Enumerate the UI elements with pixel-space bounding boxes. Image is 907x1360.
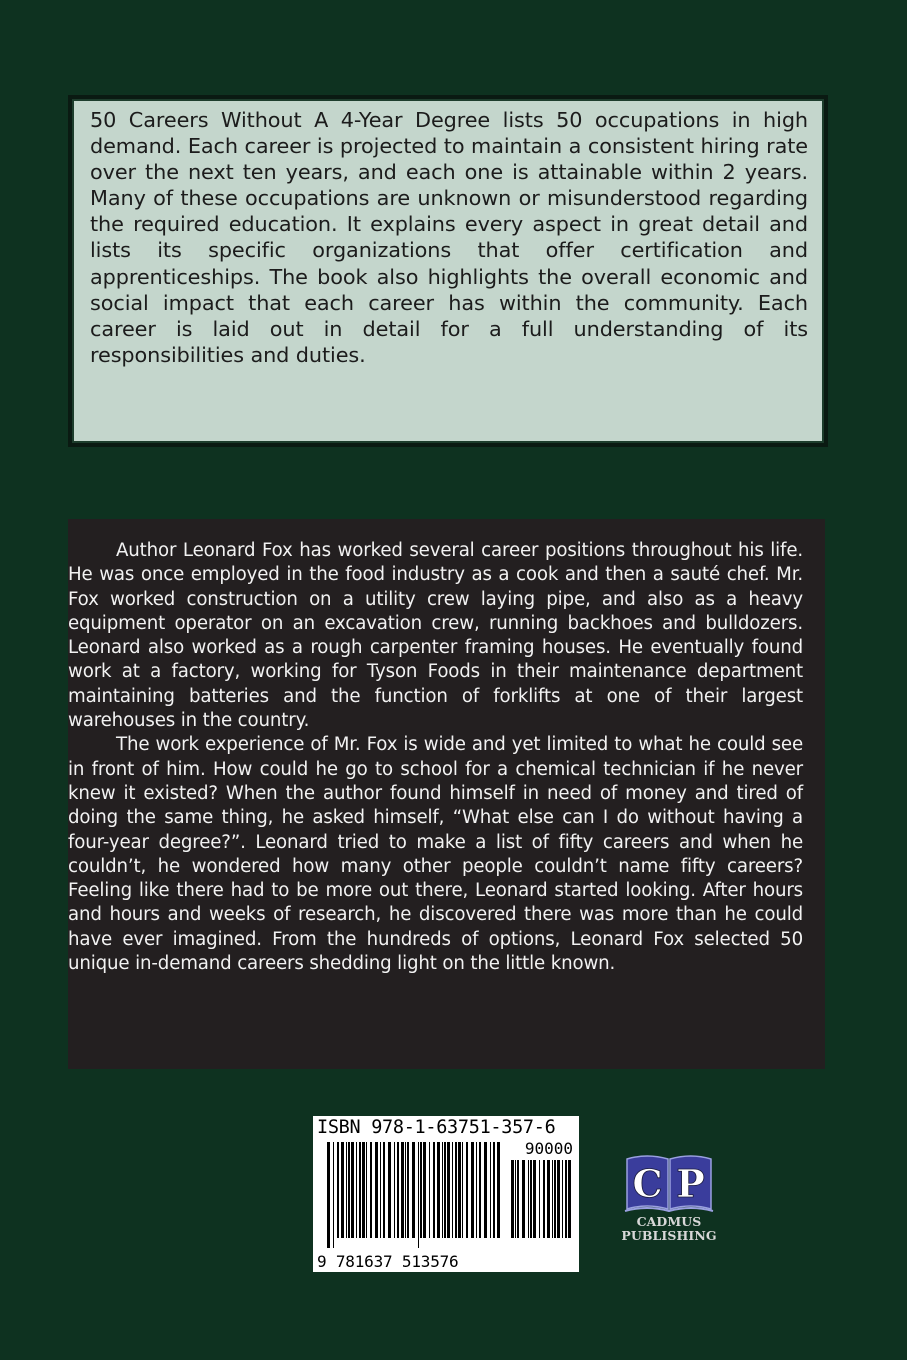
barcode-bar <box>337 1142 339 1238</box>
barcode-bar <box>484 1142 487 1238</box>
barcode-bar <box>437 1142 440 1238</box>
barcode-bar <box>359 1142 361 1238</box>
barcode-bar <box>375 1142 378 1238</box>
barcode-bar <box>394 1142 395 1238</box>
publisher-name-line-1: CADMUS <box>636 1214 702 1229</box>
barcode-bar <box>444 1142 446 1238</box>
price-code: 90000 <box>524 1139 573 1158</box>
barcode-bar <box>490 1142 491 1238</box>
barcode-bar <box>565 1160 567 1238</box>
book-summary: 50 Careers Without A 4-Year Degree lists 50 occupations in high demand. Each career is projected to maintain a consistent hiring rate over the next ten years, and each one is attainable within 2 years. Many of these occupations are unknown or misunderstood regarding the required education. It explains every aspect in great detail and lists its specific organizations that offer certification and apprenticeships. The book also highlights the overall economic and social impact that each career has within the community. Each career is laid out in detail for a full understanding of its responsibilities and duties. <box>90 108 808 367</box>
barcode-bar <box>539 1160 540 1238</box>
isbn-label: ISBN 978-1-63751-357-6 <box>317 1117 556 1138</box>
barcode-bar <box>370 1142 372 1238</box>
barcode-bar <box>543 1160 545 1238</box>
barcode-bar <box>429 1142 430 1238</box>
barcode-bar <box>552 1160 553 1238</box>
barcode-bar <box>383 1142 385 1238</box>
barcode-bar <box>366 1142 367 1238</box>
author-bio-paragraph-1: Author Leonard Fox has worked several career positions throughout his life. He was once employed in the food industry as a cook and then a sauté chef. Mr. Fox worked construction on a utility crew laying pipe, and also as a heavy equipment operator on an excavation crew, running backhoes and bulldozers. Leonard also worked as a rough carpenter framing houses. He eventually found work at a factory, working for Tyson Foods in their maintenance department maintaining batteries and the function of forklifts at one of their largest warehouses in the country. <box>68 540 803 732</box>
barcode-bar <box>397 1142 399 1238</box>
barcode-bar <box>346 1142 347 1238</box>
barcode-bar <box>348 1142 350 1238</box>
barcode-bar <box>401 1142 404 1238</box>
barcode-digits: 9 781637 513576 <box>317 1252 459 1271</box>
barcode-bar <box>493 1142 495 1238</box>
barcode-bar <box>522 1160 525 1238</box>
barcode-bar <box>568 1160 571 1238</box>
isbn-barcode <box>313 1116 579 1272</box>
barcode-bar <box>479 1142 481 1238</box>
barcode-bar <box>405 1142 406 1238</box>
barcode-bar <box>530 1160 532 1238</box>
barcode-bar <box>455 1142 457 1238</box>
barcode-bar <box>458 1142 461 1238</box>
publisher-name <box>614 1215 724 1243</box>
barcode-bar <box>557 1160 560 1238</box>
barcode-bar <box>554 1160 556 1238</box>
publisher-logo <box>614 1153 724 1249</box>
barcode-bar <box>462 1142 463 1238</box>
publisher-name-line-2: PUBLISHING <box>621 1228 717 1243</box>
barcode-bar <box>412 1142 415 1238</box>
book-logo-icon <box>623 1153 715 1213</box>
barcode-bar <box>528 1160 529 1238</box>
barcode-bar <box>388 1142 391 1238</box>
barcode-addon-bars <box>511 1160 571 1248</box>
barcode-bar <box>351 1142 354 1238</box>
barcode-bar <box>380 1142 381 1238</box>
barcode-bar <box>333 1142 334 1248</box>
barcode-bar <box>433 1142 435 1238</box>
logo-letter-c: C <box>632 1161 663 1206</box>
barcode-bar <box>471 1142 474 1238</box>
barcode-bar <box>466 1142 468 1238</box>
barcode-bar <box>423 1142 426 1238</box>
barcode-bar <box>497 1142 500 1238</box>
author-bio-box <box>68 519 825 1069</box>
barcode-bar <box>327 1142 330 1248</box>
barcode-bar <box>341 1142 344 1238</box>
barcode-bar <box>547 1160 550 1238</box>
barcode-bar <box>418 1142 419 1248</box>
barcode-bar <box>562 1160 563 1238</box>
barcode-bar <box>447 1142 450 1238</box>
barcode-bar <box>511 1160 514 1238</box>
logo-letter-p: P <box>676 1161 705 1206</box>
barcode-bar <box>407 1142 409 1238</box>
barcode-bars <box>327 1142 501 1248</box>
barcode-bar <box>356 1142 357 1238</box>
barcode-bar <box>476 1142 477 1238</box>
barcode-bar <box>420 1142 422 1238</box>
barcode-bar <box>517 1160 519 1238</box>
barcode-bar <box>452 1142 453 1238</box>
barcode-bar <box>533 1160 536 1238</box>
author-bio-paragraph-2: The work experience of Mr. Fox is wide and yet limited to what he could see in front of him. How could he go to school for a chemical technician if he never knew it existed? When the author found himself in need of money and tired of doing the same thing, he asked himself, “What else can I do without having a four-year degree?”. Leonard tried to make a list of fifty careers and when he couldn’t, he wondered how many other people couldn’t name fifty careers? Feeling like there had to be more out there, Leonard started looking. After hours and hours and weeks of research, he discovered there was more than he could have ever imagined. From the hundreds of options, Leonard Fox selected 50 unique in-demand careers shedding light on the little known. <box>68 734 803 975</box>
barcode-bar <box>362 1142 365 1238</box>
summary-box <box>68 95 828 447</box>
barcode-bar <box>442 1142 443 1238</box>
barcode-bar <box>515 1160 516 1238</box>
